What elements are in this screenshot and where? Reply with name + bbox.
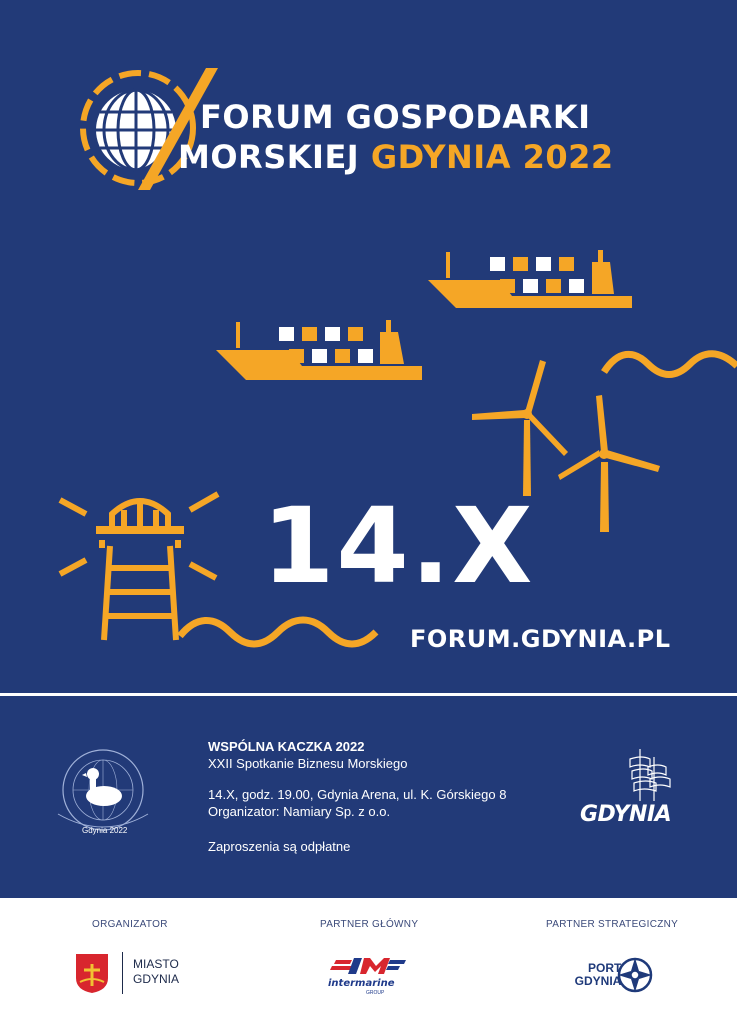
ship-icon (428, 250, 632, 308)
strategic-line-2: GDYNIA (574, 974, 622, 988)
sailing-ship-icon (578, 745, 688, 805)
compass-icon (616, 956, 654, 994)
main-partner-name: intermarine (328, 978, 395, 989)
main-partner-label: PARTNER GŁÓWNY (320, 919, 419, 930)
gdynia-logo-text: GDYNIA (580, 802, 672, 827)
organizer-line-1: MIASTO (133, 957, 179, 971)
organizer-name (133, 957, 179, 987)
ship-icon (216, 320, 422, 380)
wave-icon (180, 620, 376, 644)
page-title (178, 97, 614, 176)
event-date: 14.X (262, 485, 535, 607)
lighthouse-icon (60, 494, 218, 640)
event-name: WSPÓLNA KACZKA 2022 (208, 739, 365, 754)
title-line-2 (178, 137, 614, 177)
organizer-line-2: GDYNIA (133, 972, 180, 986)
website-link[interactable]: FORUM.GDYNIA.PL (410, 625, 671, 653)
intermarine-logo-icon (330, 954, 410, 978)
divider (0, 693, 737, 696)
title-line-1: FORUM GOSPODARKI (200, 98, 591, 136)
event-note: Zaproszenia są odpłatne (208, 839, 351, 854)
organizer-divider (122, 952, 123, 994)
strategic-partner-label: PARTNER STRATEGICZNY (546, 919, 679, 930)
coat-of-arms-icon (74, 952, 110, 994)
seal-caption: Gdynia 2022 (82, 826, 128, 835)
event-organizer: Organizator: Namiary Sp. z o.o. (208, 804, 391, 819)
main-partner-sub: GROUP (366, 990, 385, 996)
strategic-partner-name (562, 962, 621, 988)
event-details: 14.X, godz. 19.00, Gdynia Arena, ul. K. Górskiego 8 (208, 787, 507, 802)
organizer-label: ORGANIZATOR (92, 919, 168, 930)
title-morskiej: MORSKIEJ (178, 138, 360, 176)
wind-turbine-icon (558, 395, 660, 532)
event-info (208, 738, 506, 855)
wave-icon (604, 354, 737, 375)
title-gdynia-2022: GDYNIA 2022 (370, 138, 614, 176)
event-subtitle: XXII Spotkanie Biznesu Morskiego (208, 756, 408, 771)
wind-turbine-icon (472, 360, 568, 496)
strategic-line-1: PORT (588, 961, 622, 975)
